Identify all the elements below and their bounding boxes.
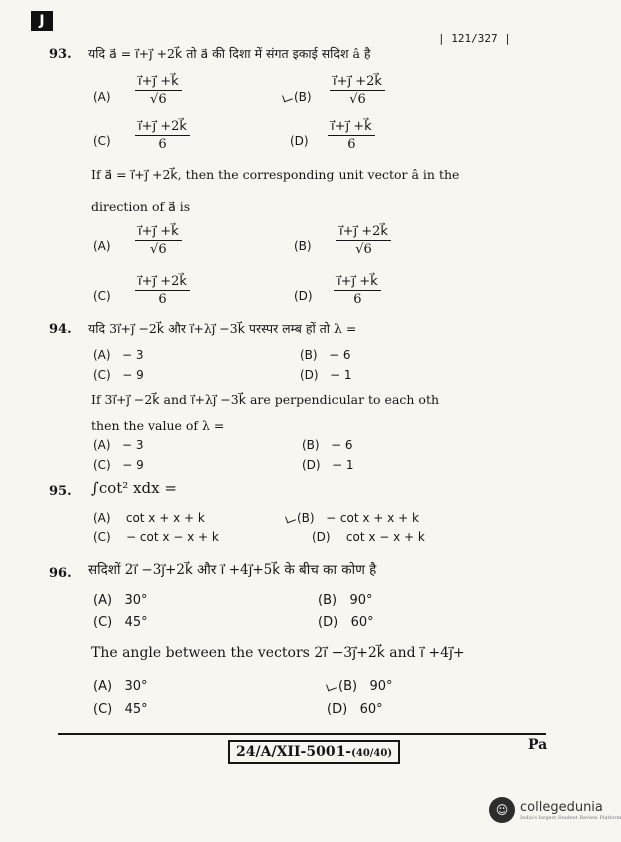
q94-hi-option-d: (D) − 1 (300, 368, 352, 382)
watermark-logo (489, 797, 621, 823)
q93-hi-option-b: $\frac{i⃗+j⃗ +2k⃗}{√6}$ (330, 74, 385, 107)
q96-en-option-b: (B) 90° (327, 679, 393, 694)
question-number-96: 96. (49, 566, 72, 581)
q94-hi-option-c: (C) − 9 (93, 368, 144, 382)
answer-tick-icon (282, 93, 293, 103)
brand-name: collegedunia (520, 799, 603, 815)
q93-en-option-d: $\frac{i⃗+j⃗ +k⃗}{6}$ (334, 274, 381, 307)
q96-en-option-a: (A) 30° (93, 679, 148, 694)
q96-hindi-text: सदिशों 2i⃗ −3j⃗+2k⃗ और i⃗ +4j⃗+5k⃗ के बीच का कोण है (88, 562, 377, 578)
question-number-94: 94. (49, 322, 72, 337)
q93-en-option-b-label: (B) (294, 239, 312, 253)
q93-hi-option-c-label: (C) (93, 134, 111, 148)
answer-tick-icon (326, 682, 337, 692)
q93-hi-option-d: $\frac{i⃗+j⃗ +k⃗}{6}$ (328, 119, 375, 152)
q95-question: ∫cot² xdx = (91, 479, 177, 497)
student-avatar-icon: ☺ (489, 797, 515, 823)
q94-en-option-a: (A) − 3 (93, 438, 144, 452)
q93-hi-option-c: $\frac{i⃗+j⃗ +2k⃗}{6}$ (135, 119, 190, 152)
q95-option-b: (B) − cot x + x + k (286, 511, 419, 525)
q93-hi-option-a-label: (A) (93, 90, 111, 104)
paper-set-badge: J (31, 11, 53, 31)
q96-en-option-c: (C) 45° (93, 702, 148, 717)
footer-page-fragment: Pa (528, 737, 548, 753)
q94-en-option-d: (D) − 1 (302, 458, 354, 472)
q93-en-option-d-label: (D) (294, 289, 313, 303)
q96-english-text: The angle between the vectors 2i⃗ −3j⃗+2k⃗ and i⃗ +4j⃗+ (91, 645, 465, 661)
q94-en-option-b: (B) − 6 (302, 438, 353, 452)
brand-tagline: India's largest Student Review Platform (520, 814, 621, 821)
q93-en-option-c-label: (C) (93, 289, 111, 303)
q93-english-line2: direction of a⃗ is (91, 199, 191, 214)
q93-hi-option-d-label: (D) (290, 134, 309, 148)
q94-english-line1: If 3i⃗+j⃗ −2k⃗ and i⃗+λj⃗ −3k⃗ are perpendicular to each oth (91, 392, 440, 407)
q93-en-option-a: $\frac{i⃗+j⃗ +k⃗}{√6}$ (135, 224, 182, 257)
q94-hi-option-a: (A) − 3 (93, 348, 144, 362)
q96-hi-option-c: (C) 45° (93, 615, 148, 630)
question-number-95: 95. (49, 484, 72, 499)
paper-code: 24/A/XII-5001-(40/40) (228, 740, 400, 764)
q93-en-option-b: $\frac{i⃗+j⃗ +2k⃗}{√6}$ (336, 224, 391, 257)
q94-hi-option-b: (B) − 6 (300, 348, 351, 362)
q93-english-line1: If a⃗ = i⃗+j⃗ +2k⃗, then the corresponding unit vector â in the (91, 167, 460, 182)
q93-hindi-text: यदि a⃗ = i⃗+j⃗ +2k⃗ तो a⃗ की दिशा में संगत इकाई सदिश â है (88, 46, 371, 61)
q95-option-c: (C) − cot x − x + k (93, 530, 219, 544)
q96-hi-option-a: (A) 30° (93, 593, 148, 608)
q96-en-option-d: (D) 60° (327, 702, 383, 717)
q94-en-option-c: (C) − 9 (93, 458, 144, 472)
q95-option-a: (A) cot x + x + k (93, 511, 205, 525)
q96-hi-option-b: (B) 90° (318, 593, 373, 608)
q93-hi-option-b-label: (B) (283, 90, 312, 104)
question-number-93: 93. (49, 47, 72, 62)
q94-english-line2: then the value of λ = (91, 418, 225, 433)
q94-hindi-text: यदि 3i⃗+j⃗ −2k⃗ और i⃗+λj⃗ −3k⃗ परस्पर लम्ब हों तो λ = (88, 321, 357, 336)
q93-en-option-a-label: (A) (93, 239, 111, 253)
footer-rule (58, 733, 546, 735)
answer-tick-icon (285, 514, 296, 524)
q95-option-d: (D) cot x − x + k (312, 530, 425, 544)
page-number: | 121/327 | (438, 32, 511, 45)
q93-hi-option-a: $\frac{i⃗+j⃗ +k⃗}{√6}$ (135, 74, 182, 107)
q93-en-option-c: $\frac{i⃗+j⃗ +2k⃗}{6}$ (135, 274, 190, 307)
q96-hi-option-d: (D) 60° (318, 615, 374, 630)
